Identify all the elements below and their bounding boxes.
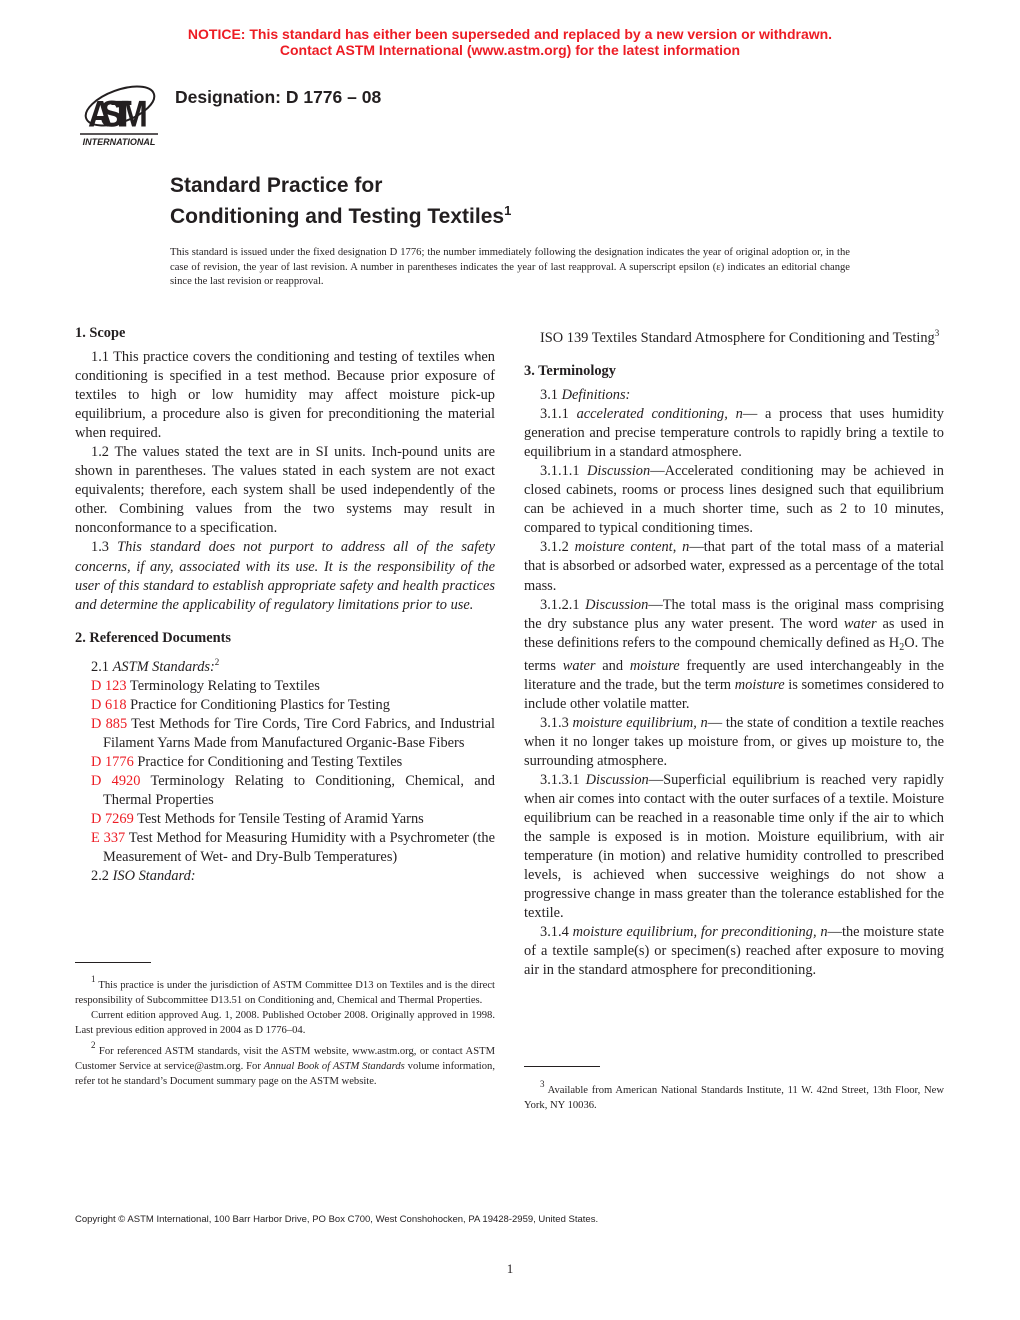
text-run: For referenced ASTM standards, visit the ASTM website, www.astm.org, or contact ASTM Customer Service at service@astm.org. For <box>75 1046 495 1072</box>
standard-link[interactable]: D 618 <box>91 696 127 713</box>
reference-item <box>75 810 495 829</box>
paragraph <box>524 596 944 714</box>
text-run: — a process that uses humidity generation and precise temperature controls to rapidly bring a textile to equilibrium in a standard atmosphere. <box>524 406 944 461</box>
text-run: is sometimes considered to include other volatile matter. <box>524 676 944 712</box>
standard-link[interactable]: D 4920 <box>91 772 141 789</box>
footnote-ref: 3 <box>540 1079 545 1089</box>
title-footnote-ref: 1 <box>504 203 512 218</box>
text-run: Practice for Conditioning and Testing Textiles <box>133 753 403 770</box>
footnote-divider <box>524 1066 600 1067</box>
paragraph <box>524 538 944 595</box>
reference-item <box>75 829 495 867</box>
text-run: frequently are used interchangeably in the literature and the trade, but the term <box>524 657 944 693</box>
text-run: moisture <box>734 676 785 693</box>
text-run: Test Methods for Tire Cords, Tire Cord Fabrics, and Industrial Filament Yarns Made from Manufactured Organic-Base Fibers <box>103 715 495 751</box>
text-run: — the state of condition a textile reaches when it no longer takes up moisture from, or gives up moisture to, the surrounding atmosphere. <box>524 714 944 769</box>
text-run: Discussion <box>585 771 649 788</box>
text-run: as used in these definitions refers to the compound chemically defined as H <box>524 615 944 651</box>
text-run: and <box>595 657 630 674</box>
text-run: 2.1 <box>91 658 113 675</box>
standard-link[interactable]: D 123 <box>91 677 127 694</box>
withdrawal-notice <box>0 26 1020 58</box>
text-run: moisture <box>629 657 680 674</box>
text-run: 3.1 <box>540 387 562 404</box>
paragraph <box>75 538 495 614</box>
text-run: —Accelerated conditioning may be achieved in closed cabinets, rooms or process lines designed such that equilibrium can be achieved in a much shorter time, such as 2 to 10 minutes, compared to typical conditioning times. <box>524 463 944 537</box>
text-run: 2.2 <box>91 868 113 885</box>
notice-line-2: Contact ASTM International (www.astm.org) for the latest information <box>279 42 741 58</box>
text-run: water <box>562 657 596 674</box>
svg-text:ASTM: ASTM <box>88 93 148 135</box>
paragraph <box>524 923 944 980</box>
reference-item <box>75 677 495 696</box>
footnote <box>75 1038 495 1089</box>
text-run: Definitions: <box>561 387 631 404</box>
astm-logo-icon <box>78 76 160 148</box>
paragraph <box>524 714 944 771</box>
left-column <box>75 324 495 886</box>
text-run: —that part of the total mass of a material that is absorbed or adsorbed water, expressed as a percentage of the total mass. <box>524 539 944 594</box>
title-line-1: Standard Practice for <box>170 174 383 197</box>
text-run: —the moisture state of a textile sample(s) or specimen(s) reached after exposure to moving air in the standard atmosphere for preconditioning. <box>524 924 944 979</box>
text-run: Available from American National Standards Institute, 11 W. 42nd Street, 13th Floor, New York, NY 10036. <box>524 1085 944 1111</box>
text-run: O. The terms <box>524 634 944 674</box>
text-run: 3.1.2 <box>540 539 575 556</box>
text-run: Current edition approved Aug. 1, 2008. Published October 2008. Originally approved in 1998. Last previous edition approved in 2004 as D 1776–04. <box>75 1010 495 1036</box>
section-heading <box>524 362 944 381</box>
text-run: 3. Terminology <box>524 363 616 380</box>
reference-item <box>75 753 495 772</box>
footnote-ref: 3 <box>934 328 940 338</box>
page-number: 1 <box>506 1261 514 1276</box>
footnote-ref: 2 <box>91 1040 96 1050</box>
footnote-divider <box>75 962 151 963</box>
footnote <box>75 972 495 1008</box>
reference-item <box>75 696 495 715</box>
issuance-note: This standard is issued under the fixed designation D 1776; the number immediately following the designation indicates the year of original adoption or, in the case of revision, the year of last revision. A number in parentheses indicates the year of last reapproval. A superscript epsilon (ε) indicates an editorial change since the last revision or reapproval. <box>170 247 850 287</box>
standard-link[interactable]: D 885 <box>91 715 128 732</box>
section-heading <box>75 629 495 648</box>
text-run: 3.1.3.1 <box>540 771 586 788</box>
text-run: ISO Standard: <box>112 868 196 885</box>
reference-item <box>75 772 495 810</box>
paragraph <box>75 653 495 677</box>
paragraph <box>75 443 495 538</box>
text-run: Annual Book of ASTM Standards <box>263 1061 405 1072</box>
text-run: Practice for Conditioning Plastics for Testing <box>126 696 390 713</box>
text-run: Terminology Relating to Conditioning, Chemical, and Thermal Properties <box>103 772 495 808</box>
text-run: 1.2 The values stated the text are in SI units. Inch-pound units are shown in parentheses. The values stated in each system are not exact equivalents; therefore, each system shall be used independently of the other. Combining values from the two systems may result in nonconformance to a specification. <box>75 444 495 537</box>
text-run: 1. Scope <box>75 325 126 341</box>
paragraph <box>524 386 944 405</box>
designation: Designation: D 1776 – 08 <box>175 87 382 107</box>
text-run: ASTM Standards: <box>112 658 215 675</box>
paragraph <box>75 348 495 443</box>
right-column <box>524 324 944 981</box>
reference-item <box>524 324 944 348</box>
text-run: This standard does not purport to address all of the safety concerns, if any, associated with its use. It is the responsibility of the user of this standard to establish appropriate safety and health practices and determine the applicability of regulatory limitations prior to use. <box>75 539 495 613</box>
text-run: 2 <box>899 641 905 653</box>
document-title <box>170 173 511 229</box>
paragraph <box>524 405 944 462</box>
right-footnotes <box>524 1077 944 1113</box>
text-run: n <box>682 539 690 556</box>
text-run: Discussion <box>587 463 651 480</box>
paragraph <box>524 771 944 923</box>
text-run: Test Methods for Tensile Testing of Aramid Yarns <box>133 811 424 828</box>
text-run: 3.1.2.1 <box>540 596 586 613</box>
svg-text:INTERNATIONAL: INTERNATIONAL <box>82 137 156 147</box>
paragraph <box>524 462 944 538</box>
text-run: 3.1.4 <box>540 924 573 941</box>
text-run: moisture equilibrium, n <box>572 714 708 731</box>
notice-line-1: NOTICE: This standard has either been superseded and replaced by a new version or withdrawn. <box>187 26 833 42</box>
text-run: —The total mass is the original mass comprising the dry substance plus any water present. The word <box>524 596 944 632</box>
text-run: Terminology Relating to Textiles <box>126 677 320 694</box>
section-heading <box>75 324 495 343</box>
text-run: moisture equilibrium, for preconditioning, n <box>572 924 828 941</box>
paragraph <box>75 867 495 886</box>
left-footnotes <box>75 972 495 1089</box>
text-run: —Superficial equilibrium is reached very rapidly when air comes into contact with the outer surfaces of a textile. Moisture equilibrium can be reached in a reasonable time only if the air to which the sample is exposed is in motion. Moisture equilibrium, with air temperature (in motion) and relative humidity controlled to prescribed levels, is achieved when successive weighings do not show a progressive change in mass greater than the tolerance established for the textile. <box>524 771 944 922</box>
text-run: ISO 139 Textiles Standard Atmosphere for Conditioning and Testing <box>540 330 935 346</box>
text-run: Discussion <box>585 596 649 613</box>
text-run: 1.1 This practice covers the conditioning and testing of textiles when conditioning is specified in a test method. Because prior exposure of textiles to high or low humidity may affect moisture pick-up equilibrium, a procedure also is given for preconditioning the material when required. <box>75 349 495 442</box>
text-run: accelerated conditioning, n <box>576 406 743 423</box>
footnote <box>524 1077 944 1113</box>
text-run: 3.1.1 <box>540 406 577 423</box>
text-run: moisture content <box>574 539 673 556</box>
text-run: Test Method for Measuring Humidity with a Psychrometer (the Measurement of Wet- and Dry-Bulb Temperatures) <box>103 830 495 866</box>
title-line-2: Conditioning and Testing Textiles <box>170 205 505 228</box>
text-run: volume information, refer tot he standard’s Document summary page on the ASTM website. <box>75 1061 495 1087</box>
footnote-ref: 2 <box>214 656 220 667</box>
text-run: , <box>672 539 683 556</box>
footnote <box>75 1008 495 1038</box>
standard-link[interactable]: D 7269 <box>91 811 134 828</box>
standard-link[interactable]: D 1776 <box>91 753 134 770</box>
footnote-ref: 1 <box>91 974 96 984</box>
standard-link[interactable]: E 337 <box>91 830 126 847</box>
text-run: 2. Referenced Documents <box>75 629 231 646</box>
text-run: This practice is under the jurisdiction of ASTM Committee D13 on Textiles and is the direct responsibility of Subcommittee D13.51 on Conditioning and, Chemical and Thermal Properties. <box>75 980 495 1006</box>
text-run: 3.1.3 <box>540 714 573 731</box>
copyright: Copyright © ASTM International, 100 Barr Harbor Drive, PO Box C700, West Conshohocken, PA 19428-2959, United States. <box>75 1214 599 1225</box>
text-run: water <box>843 615 877 632</box>
text-run: 1.3 <box>91 539 118 556</box>
reference-item <box>75 715 495 753</box>
text-run: 3.1.1.1 <box>540 463 588 480</box>
